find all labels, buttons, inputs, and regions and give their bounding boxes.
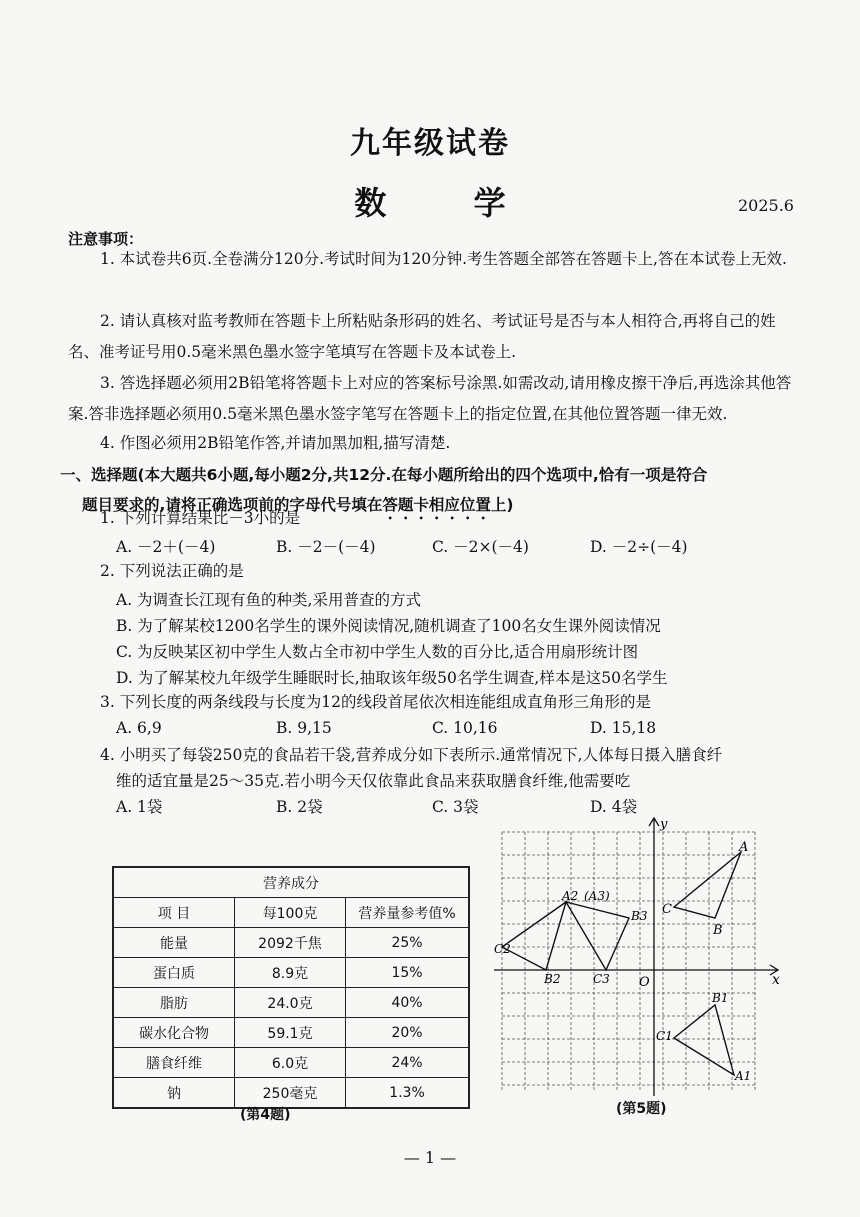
q1-option-c: C. －2×(－4) [432, 538, 529, 556]
table-header: 项 目 [113, 898, 235, 928]
triangle-a1b1c1 [674, 1005, 734, 1075]
question-1-stem: 1. 下列计算结果比－3小的是 [100, 509, 301, 527]
triangle-abc [674, 852, 741, 918]
figure-5-caption: (第5题) [616, 1101, 667, 1117]
notice-item-2: 2. 请认真核对监考教师在答题卡上所粘贴条形码的姓名、考试证号是否与本人相符合,再将自己的姓名、准考证号用0.5毫米黑色墨水签字笔填写在答题卡及本试卷上. [68, 312, 776, 361]
label-b: B [713, 923, 723, 938]
page-number: — 1 — [403, 1148, 457, 1167]
triangle-a2b2c2 [502, 902, 566, 970]
table-cell: 脂肪 [113, 988, 235, 1018]
q3-option-d: D. 15,18 [590, 719, 657, 737]
table-row [113, 988, 469, 1018]
subject-title: 数 学 [354, 184, 544, 222]
table-cell: 250毫克 [235, 1078, 346, 1109]
table-title: 营养成分 [113, 867, 469, 898]
question-4-stem-b: 维的适宜量是25～35克.若小明今天仅依靠此食品来获取膳食纤维,他需要吃 [116, 772, 631, 790]
label-a: A [739, 840, 749, 855]
table-cell: 8.9克 [235, 958, 346, 988]
label-b3: B3 [631, 909, 648, 923]
table-cell: 15% [346, 958, 470, 988]
table-cell: 6.0克 [235, 1048, 346, 1078]
q4-option-d: D. 4袋 [590, 798, 638, 816]
notice-item-4: 4. 作图必须用2B铅笔作答,并请加黑加粗,描写清楚. [100, 434, 451, 452]
label-b2: B2 [544, 972, 561, 986]
q1-option-b: B. －2－(－4) [276, 538, 376, 556]
label-x: x [772, 972, 780, 988]
label-a3: (A3) [584, 889, 610, 903]
question-3-stem: 3. 下列长度的两条线段与长度为12的线段首尾依次相连能组成直角形三角形的是 [100, 693, 651, 711]
q4-option-b: B. 2袋 [276, 798, 323, 816]
q1-option-a: A. －2＋(－4) [116, 538, 216, 556]
q1-option-d: D. －2÷(－4) [590, 538, 688, 556]
table-cell: 25% [346, 928, 470, 958]
q4-option-a: A. 1袋 [116, 798, 163, 816]
section-label: 一、选择题 [60, 466, 138, 484]
label-b1: B1 [712, 991, 729, 1005]
table-cell: 24% [346, 1048, 470, 1078]
table-row [113, 1018, 469, 1048]
table-row [113, 1048, 469, 1078]
table-cell: 20% [346, 1018, 470, 1048]
table-cell: 钠 [113, 1078, 235, 1109]
triangles [502, 852, 741, 1075]
table-cell: 能量 [113, 928, 235, 958]
table-header-row [113, 898, 469, 928]
q2-option-d: D. 为了解某校九年级学生睡眠时长,抽取该年级50名学生调查,样本是这50名学生 [116, 669, 668, 687]
table-cell: 蛋白质 [113, 958, 235, 988]
triangle-a3b3c3 [566, 902, 629, 970]
table-row [113, 928, 469, 958]
notice-item-1: 1. 本试卷共6页.全卷满分120分.考试时间为120分钟.考生答题全部答在答题卡上,答在本试卷上无效. [100, 250, 787, 268]
section-desc-a: (本大题共6小题,每小题2分,共12分.在每小题所给出的四个选项中,恰有一项是符合 [137, 466, 708, 484]
table-row [113, 1078, 469, 1109]
q2-option-b: B. 为了解某校1200名学生的课外阅读情况,随机调查了100名女生课外阅读情况 [116, 617, 661, 635]
table-cell: 59.1克 [235, 1018, 346, 1048]
table-cell: 膳食纤维 [113, 1048, 235, 1078]
label-y: y [660, 817, 668, 832]
label-origin: O [639, 975, 650, 990]
table-cell: 40% [346, 988, 470, 1018]
axes [494, 818, 778, 1096]
table-header: 营养量参考值% [346, 898, 470, 928]
q2-option-a: A. 为调查长江现有鱼的种类,采用普查的方式 [116, 591, 421, 609]
grid [502, 832, 755, 1090]
q4-option-c: C. 3袋 [432, 798, 479, 816]
label-c1: C1 [656, 1029, 673, 1043]
label-c2: C2 [494, 942, 511, 956]
table-cell: 24.0克 [235, 988, 346, 1018]
question-2-stem: 2. 下列说法正确的是 [100, 562, 244, 580]
section-desc-c: 上) [490, 496, 514, 514]
q3-option-c: C. 10,16 [432, 719, 498, 737]
table-cell: 碳水化合物 [113, 1018, 235, 1048]
notice-item-3: 3. 答选择题必须用2B铅笔将答题卡上对应的答案标号涂黑.如需改动,请用橡皮擦干净后,再选涂其他答案.答非选择题必须用0.5毫米黑色墨水签字笔写在答题卡上的指定位置,在其他位置答题一律无效. [68, 374, 792, 423]
notice-heading: 注意事项： [68, 230, 144, 248]
q2-option-c: C. 为反映某区初中学生人数占全市初中学生人数的百分比,适合用扇形统计图 [116, 643, 639, 661]
table-cell: 2092千焦 [235, 928, 346, 958]
q3-option-a: A. 6,9 [116, 719, 162, 737]
label-c3: C3 [593, 972, 610, 986]
table-cell: 1.3% [346, 1078, 470, 1109]
section-desc-b: 题目要求的,请将正确选项前的字母代号填在 [82, 496, 383, 514]
table-header: 每100克 [235, 898, 346, 928]
figure-4-caption: (第4题) [240, 1107, 291, 1123]
question-4-stem-a: 4. 小明买了每袋250克的食品若干袋,营养成分如下表所示.通常情况下,人体每日摄入膳食纤 [100, 746, 723, 764]
coordinate-figure [494, 812, 790, 1102]
label-a1: A1 [735, 1069, 752, 1083]
exam-title: 九年级试卷 [350, 126, 510, 161]
section-desc-emphasis: 答题卡相应位置 [382, 496, 491, 514]
exam-date: 2025.6 [738, 196, 794, 215]
q3-option-b: B. 9,15 [276, 719, 332, 737]
nutrition-table [112, 866, 470, 1109]
table-row [113, 958, 469, 988]
label-a2: A2 [562, 889, 579, 903]
label-c: C [662, 902, 672, 917]
